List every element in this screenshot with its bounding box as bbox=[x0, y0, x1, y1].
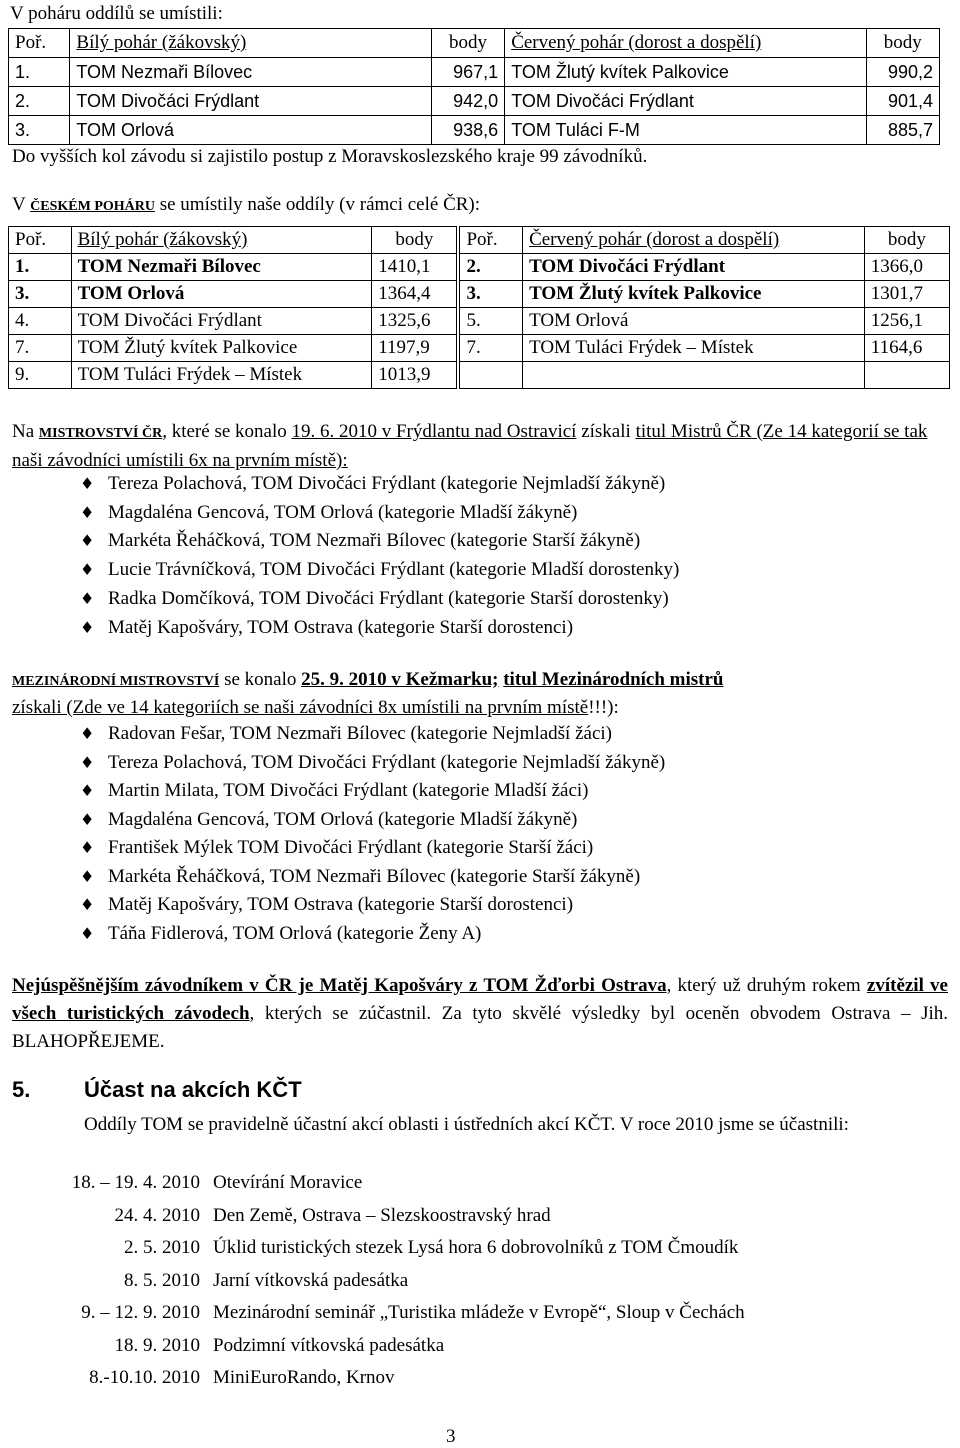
diamond-bullet-icon: ♦ bbox=[80, 838, 95, 857]
international-paragraph: MEZINÁRODNÍ MISTROVSTVÍ se konalo 25. 9. 2010 v Kežmarku; titul Mezinárodních mistrů získali (Zde ve 14 kategoriích se naši závodníci 8x umístili na prvním místě!!!): bbox=[12, 669, 724, 718]
czech-cup-link: ČESKÉM POHÁRU bbox=[30, 199, 155, 214]
championship-paragraph: Na MISTROVSTVÍ ČR, které se konalo 19. 6. 2010 v Frýdlantu nad Ostravicí získali titul Mistrů ČR (Ze 14 kategorií se tak naši závodníci umístili 6x na prvním místě): bbox=[12, 421, 928, 471]
header-cell: Bílý pohár (žákovský) bbox=[71, 227, 372, 254]
diamond-bullet-icon: ♦ bbox=[80, 474, 95, 493]
table-cell: 1013,9 bbox=[372, 362, 459, 389]
table-cell: 990,2 bbox=[866, 58, 939, 87]
table-cell bbox=[864, 362, 949, 389]
table-cell: 885,7 bbox=[866, 116, 939, 145]
header-cell: Poř. bbox=[9, 227, 72, 254]
international-link: MEZINÁRODNÍ MISTROVSTVÍ bbox=[12, 674, 220, 689]
table-cell: 938,6 bbox=[431, 116, 504, 145]
header-cell: Poř. bbox=[9, 29, 70, 58]
table-cell: TOM Žlutý kvítek Palkovice bbox=[523, 281, 865, 308]
header-cell: Červený pohár (dorost a dospělí) bbox=[505, 29, 866, 58]
list-item: ♦ Radovan Fešar, TOM Nezmaři Bílovec (kategorie Nejmladší žáci) bbox=[80, 723, 612, 744]
diamond-bullet-icon: ♦ bbox=[80, 895, 95, 914]
table-row bbox=[9, 116, 940, 145]
table-cell: 942,0 bbox=[431, 87, 504, 116]
czech-cup-heading: V ČESKÉM POHÁRU se umístily naše oddíly (v rámci celé ČR): bbox=[12, 194, 481, 215]
diamond-bullet-icon: ♦ bbox=[80, 589, 95, 608]
table-cell bbox=[458, 362, 522, 389]
header-cell: Poř. bbox=[458, 227, 522, 254]
table-cell: 2. bbox=[458, 254, 522, 281]
table-row bbox=[9, 335, 950, 362]
section-text: Oddíly TOM se pravidelně účastní akcí oblasti i ústředních akcí KČT. V roce 2010 jsme se účastnili: bbox=[84, 1114, 849, 1135]
diamond-bullet-icon: ♦ bbox=[80, 531, 95, 550]
table-cell: 1. bbox=[9, 254, 72, 281]
diamond-bullet-icon: ♦ bbox=[80, 810, 95, 829]
table-cell: 4. bbox=[9, 308, 72, 335]
header-cell: body bbox=[866, 29, 939, 58]
list-item: ♦ Magdaléna Gencová, TOM Orlová (kategorie Mladší žákyně) bbox=[80, 502, 578, 523]
table-cell: 1. bbox=[9, 58, 70, 87]
event-row: 24. 4. 2010 Den Země, Ostrava – Slezskoostravský hrad bbox=[114, 1205, 551, 1226]
table-header-row bbox=[9, 29, 940, 58]
table-cell: TOM Divočáci Frýdlant bbox=[70, 87, 431, 116]
table-cell: 901,4 bbox=[866, 87, 939, 116]
table-cell: 1301,7 bbox=[864, 281, 949, 308]
table-cell: 1164,6 bbox=[864, 335, 949, 362]
header-cell: Bílý pohár (žákovský) bbox=[70, 29, 431, 58]
diamond-bullet-icon: ♦ bbox=[80, 724, 95, 743]
table-cell: 3. bbox=[458, 281, 522, 308]
event-row: 2. 5. 2010 Úklid turistických stezek Lysá hora 6 dobrovolníků z TOM Čmoudík bbox=[124, 1237, 739, 1258]
table-cell: 3. bbox=[9, 116, 70, 145]
table-header-row bbox=[9, 227, 950, 254]
event-row: 9. – 12. 9. 2010 Mezinárodní seminář „Turistika mládeže v Evropě“, Sloup v Čechách bbox=[81, 1302, 745, 1323]
diamond-bullet-icon: ♦ bbox=[80, 618, 95, 637]
table-cell: 7. bbox=[9, 335, 72, 362]
event-row: 18. 9. 2010 Podzimní vítkovská padesátka bbox=[114, 1335, 445, 1356]
table-cell: 2. bbox=[9, 87, 70, 116]
table-row bbox=[9, 281, 950, 308]
table-cell: TOM Divočáci Frýdlant bbox=[71, 308, 372, 335]
table-cell bbox=[523, 362, 865, 389]
event-row: 18. – 19. 4. 2010 Otevírání Moravice bbox=[71, 1172, 363, 1193]
championship-link: MISTROVSTVÍ ČR bbox=[38, 426, 163, 441]
section-heading: 5. Účast na akcích KČT bbox=[12, 1077, 302, 1102]
table-cell: TOM Nezmaři Bílovec bbox=[70, 58, 431, 87]
table-cell: 3. bbox=[9, 281, 72, 308]
table-cell: 1410,1 bbox=[372, 254, 459, 281]
table-cell: 1197,9 bbox=[372, 335, 459, 362]
success-paragraph: Nejúspěšnějším závodníkem v ČR je Matěj Kapošváry z TOM Žďorbi Ostrava, který už druhým rokem zvítězil ve všech turistických závodech, kterých se zúčastnil. Za tyto skvělé výsledky byl oceněn obvodem Ostrava – Jih. BLAHOPŘEJEME. bbox=[12, 975, 949, 1052]
list-item: ♦ Matěj Kapošváry, TOM Ostrava (kategorie Starší dorostenci) bbox=[80, 894, 574, 915]
table-cell: 967,1 bbox=[431, 58, 504, 87]
table-cell: 5. bbox=[458, 308, 522, 335]
table-cell: TOM Divočáci Frýdlant bbox=[505, 87, 866, 116]
table-cell: 1364,4 bbox=[372, 281, 459, 308]
intro-text: V poháru oddílů se umístili: bbox=[10, 3, 223, 24]
diamond-bullet-icon: ♦ bbox=[80, 867, 95, 886]
diamond-bullet-icon: ♦ bbox=[80, 560, 95, 579]
list-item: ♦ Markéta Řeháčková, TOM Nezmaři Bílovec (kategorie Starší žákyně) bbox=[80, 530, 641, 551]
table-row bbox=[9, 308, 950, 335]
header-cell: body bbox=[431, 29, 504, 58]
diamond-bullet-icon: ♦ bbox=[80, 503, 95, 522]
header-cell: body bbox=[864, 227, 949, 254]
table-cell: 1366,0 bbox=[864, 254, 949, 281]
table-row bbox=[9, 58, 940, 87]
list-item: ♦ Magdaléna Gencová, TOM Orlová (kategorie Mladší žákyně) bbox=[80, 809, 578, 830]
table-row bbox=[9, 87, 940, 116]
list-item: ♦ Tereza Polachová, TOM Divočáci Frýdlant (kategorie Nejmladší žákyně) bbox=[80, 473, 666, 494]
event-row: 8. 5. 2010 Jarní vítkovská padesátka bbox=[124, 1270, 409, 1291]
list-item: ♦ Lucie Trávníčková, TOM Divočáci Frýdlant (kategorie Mladší dorostenky) bbox=[80, 559, 680, 580]
czech-cup-table bbox=[8, 226, 950, 389]
header-cell: body bbox=[372, 227, 459, 254]
table-cell: TOM Žlutý kvítek Palkovice bbox=[71, 335, 372, 362]
diamond-bullet-icon: ♦ bbox=[80, 924, 95, 943]
cup-table-region bbox=[8, 28, 940, 145]
table-row bbox=[9, 362, 950, 389]
list-item: ♦ Markéta Řeháčková, TOM Nezmaři Bílovec (kategorie Starší žákyně) bbox=[80, 866, 641, 887]
table-cell: TOM Orlová bbox=[523, 308, 865, 335]
table-row bbox=[9, 254, 950, 281]
table-cell: TOM Orlová bbox=[70, 116, 431, 145]
header-cell: Červený pohár (dorost a dospělí) bbox=[523, 227, 865, 254]
table-cell: TOM Nezmaři Bílovec bbox=[71, 254, 372, 281]
list-item: ♦ Radka Domčíková, TOM Divočáci Frýdlant (kategorie Starší dorostenky) bbox=[80, 588, 669, 609]
list-item: ♦ Táňa Fidlerová, TOM Orlová (kategorie Ženy A) bbox=[80, 923, 482, 944]
diamond-bullet-icon: ♦ bbox=[80, 753, 95, 772]
table-cell: 1325,6 bbox=[372, 308, 459, 335]
table-cell: TOM Tuláci Frýdek – Místek bbox=[523, 335, 865, 362]
table-cell: TOM Žlutý kvítek Palkovice bbox=[505, 58, 866, 87]
list-item: ♦ František Mýlek TOM Divočáci Frýdlant (kategorie Starší žáci) bbox=[80, 837, 594, 858]
list-item: ♦ Tereza Polachová, TOM Divočáci Frýdlant (kategorie Nejmladší žákyně) bbox=[80, 752, 666, 773]
table-cell: TOM Orlová bbox=[71, 281, 372, 308]
qualification-note: Do vyšších kol závodu si zajistilo postup z Moravskoslezského kraje 99 závodníků. bbox=[12, 146, 648, 167]
event-row: 8.-10.10. 2010 MiniEuroRando, Krnov bbox=[89, 1367, 395, 1388]
table-cell: TOM Tuláci Frýdek – Místek bbox=[71, 362, 372, 389]
list-item: ♦ Martin Milata, TOM Divočáci Frýdlant (kategorie Mladší žáci) bbox=[80, 780, 589, 801]
table-cell: TOM Divočáci Frýdlant bbox=[523, 254, 865, 281]
table-cell: TOM Tuláci F-M bbox=[505, 116, 866, 145]
table-cell: 7. bbox=[458, 335, 522, 362]
page-number: 3 bbox=[446, 1426, 456, 1447]
diamond-bullet-icon: ♦ bbox=[80, 781, 95, 800]
table-cell: 9. bbox=[9, 362, 72, 389]
list-item: ♦ Matěj Kapošváry, TOM Ostrava (kategorie Starší dorostenci) bbox=[80, 617, 574, 638]
table-cell: 1256,1 bbox=[864, 308, 949, 335]
